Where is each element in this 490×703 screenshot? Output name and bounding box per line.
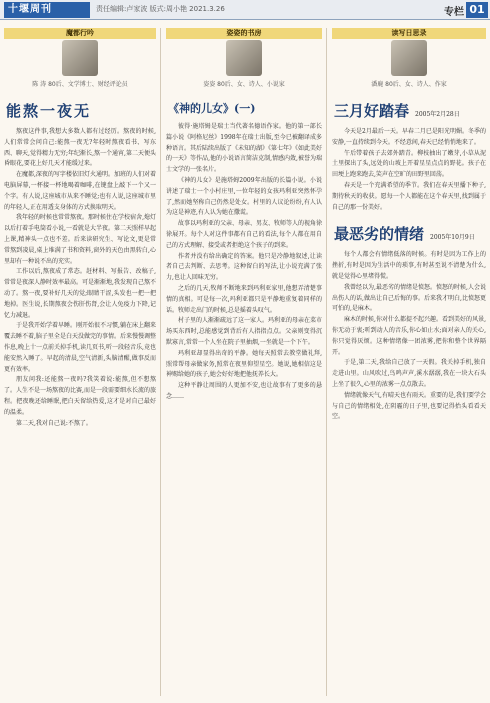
paragraph: 故事以玛利亚的父亲、母亲、男友、牧师等人的视角徐徐展开。每个人对这件事都有自己的看法,每个人都在用自己的方式理解、接受或者拒绝这个孩子的到来。	[166, 220, 322, 249]
paragraph: 彼得·施塔姆是瑞士当代著名德语作家。他的第一部长篇小说《阿格尼丝》1998年在瑞士出版,至今已被翻译成多种语言。其后陆续出版了《未知的湖》《第七年》《如此美好的一天》等作品,他的小说语言简洁克制,情感内敛,被誉为瑞士文学的一张名片。	[166, 123, 322, 174]
paragraph: 作者并没有给出确定的答案。他只是冷静地叙述,让读者自己去判断、去思考。这种留白的写法,让小说充满了张力,也让人回味无穷。	[166, 252, 322, 282]
column-divider	[160, 28, 161, 696]
column-3	[332, 28, 486, 696]
paragraph: 《神的儿女》是施塔姆2009年出版的长篇小说。小说讲述了瑞士一个小村庄里,一位年轻的女孩玛利亚突然怀孕了,然而她坚称自己仍然是处女。村里的人议论纷纷,有人认为这是神迹,有人认为她在撒谎。	[166, 176, 322, 217]
paragraph: 村子里的人渐渐疏远了这一家人。玛利亚的母亲在菜市场买东西时,总能感觉到背后有人指指点点。父亲则变得沉默寡言,常常一个人坐在院子里抽烟,一坐就是一个下午。	[166, 317, 322, 346]
paragraph: 朋友问我:还能熬一夜吗?我笑着说:能熬,但不想熬了。人生不是一场熬夜的比赛,而是一段需要细水长流的旅程。把夜晚还给睡眠,把白天留给热爱,这才是对自己最好的温柔。	[4, 376, 156, 416]
article-title	[334, 100, 486, 121]
masthead	[0, 0, 490, 20]
paragraph: 情绪就像天气,有晴天也有雨天。重要的是,我们要学会与自己的情绪相处,在阴霾的日子里,也要记得抬头看看天空。	[332, 391, 486, 421]
paragraph: 第二天,我对自己说:不熬了。	[16, 419, 92, 427]
column-header: 魔都行吟	[4, 28, 156, 39]
author-portrait	[226, 40, 262, 76]
author-byline: 陈 涛 80后、文学博士、财经评论员	[32, 81, 128, 88]
paragraph: 在魔都,深夜的写字楼依旧灯火通明。加班的人们对着电脑屏幕,一杯接一杯地喝着咖啡,在键盘上敲下一个又一个字。有人说,这座城市从来不睡觉;也有人说,这座城市里的年轻人,正在用透支身体的方式换取明天。	[4, 171, 156, 211]
article-title: 《神的儿女》(一)	[168, 102, 256, 115]
author-byline: 姿姿 80后、女、诗人、小说家	[203, 81, 285, 88]
article-title: 能熬一夜无	[6, 102, 92, 120]
section-title: 专栏	[444, 7, 464, 18]
paragraph: 今天是2月最后一天。早春二月已是阳光明媚。冬季的安静,一直持续到今天。不经意间,春天已经悄悄地来了。	[332, 128, 486, 146]
editor-meta: 责任编辑:卢家波 版式:周小艳 2021.3.26	[96, 5, 225, 13]
article-body	[332, 250, 486, 423]
paragraph: 玛利亚却显得出奇的平静。她每天照常去教堂做礼拜,照常帮母亲做家务,照常在夜里仰望星空。她说,她相信这是神赐给她的孩子,她会好好地把他抚养长大。	[166, 349, 322, 379]
author-byline: 潘鹿 80后、女、诗人、作家	[371, 81, 447, 88]
paragraph: 每个人都会有情绪低落的时候。有时是因为工作上的挫折,有时是因为生活中的琐事,有时甚至说不清楚为什么,就是觉得心里堵得慌。	[332, 251, 486, 280]
article-date: 2005年2月28日	[415, 111, 460, 118]
article-title-text: 三月好踏春	[334, 102, 410, 120]
article-body	[166, 122, 322, 403]
paragraph: 于是,第二天,我给自己放了一天假。我关掉手机,独自走进山里。山风吹过,鸟鸣声声,溪水潺潺,我在一块大石头上坐了很久,心里的浓雾一点点散去。	[332, 359, 486, 388]
paragraph: 麻木的时候,你对什么都提不起兴趣。看到美好的风景,你无动于衷;听到动人的音乐,你心如止水;面对亲人的关心,你只觉得厌烦。这种情绪像一团浓雾,把你和整个世界隔开。	[332, 316, 486, 356]
article-body	[4, 127, 156, 429]
article-title	[334, 223, 486, 244]
column-divider	[326, 28, 327, 696]
column-2	[166, 28, 322, 696]
paragraph: 之后的几天,牧师不断地来到玛利亚家里,他想弄清楚事情的真相。可是每一次,玛利亚都只是平静地重复着同样的话。牧师走出门的时候,总是摇着头叹气。	[166, 284, 322, 314]
paragraph: 午后带着孩子去郊外踏青。柳枝抽出了嫩芽,小草从泥土里探出了头,远处的山坡上开着星星点点的野花。孩子在田埂上跑来跑去,笑声在空旷的田野里回荡。	[332, 149, 486, 179]
author-portrait	[62, 40, 98, 76]
page-number: 01	[466, 2, 488, 18]
newspaper-brand: 十堰周刊	[4, 2, 90, 18]
paragraph: 我年轻的时候也常常熬夜。那时候住在学校宿舍,熄灯以后打着手电筒看小说,一看就是大半夜。第二天照样早起上课,精神头一点也不差。后来读研究生、写论文,更是常常熬到凌晨,桌上堆满了书和资料,窗外的天色由黑转白,心里却有一种说不出的充实。	[4, 214, 156, 265]
article-title-text: 最恶劣的情绪	[334, 225, 425, 244]
column-header: 姿姿的书房	[166, 28, 322, 39]
paragraph: 于是我开始学着早睡。刚开始很不习惯,躺在床上翻来覆去睡不着,脑子里全是白天没做完的事情。后来慢慢调整作息,晚上十一点前关掉手机,读几页书,听一段轻音乐,竟也能安然入睡了。早起的清晨,空气清新,头脑清醒,做事反而更有效率。	[4, 322, 156, 373]
column-1	[4, 28, 156, 696]
paragraph: 工作以后,熬夜成了常态。赶材料、写报告、改稿子,常常是夜深人静时效率最高。可是渐渐地,我发现自己熬不动了。熬一夜,要补好几天的觉;眼睛干涩,头发也一把一把地掉。医生说,长期熬夜会伤肝伤肾,会让人免疫力下降,记忆力减退。	[4, 268, 156, 319]
paragraph: 我曾经以为,最恶劣的情绪是愤怒。愤怒的时候,人会说出伤人的话,做出让自己后悔的事。后来我才明白,比愤怒更可怕的,是麻木。	[332, 283, 486, 313]
paragraph: 熬夜这件事,我想大多数人都有过经历。熬夜的时候,人们常常会问自己:能熬一夜无?年轻时熬夜看书、写东西、聊天,觉得精力无穷;年纪渐长,熬一个通宵,第二天便头昏眼花,要花上好几天才能缓过来。	[4, 128, 156, 168]
paragraph: 这种平静让周围的人更加不安,也让故事有了更多的悬念……	[166, 382, 322, 400]
paragraph: 春天是一个充满希望的季节。我们在春天里播下种子,期待秋天的收获。愿每一个人都能在这个春天里,找到属于自己的那一份美好。	[332, 181, 486, 211]
article-date: 2005年10月9日	[430, 234, 475, 242]
article-body	[332, 127, 486, 213]
column-header: 读写日思录	[332, 28, 486, 39]
author-portrait	[391, 40, 427, 76]
